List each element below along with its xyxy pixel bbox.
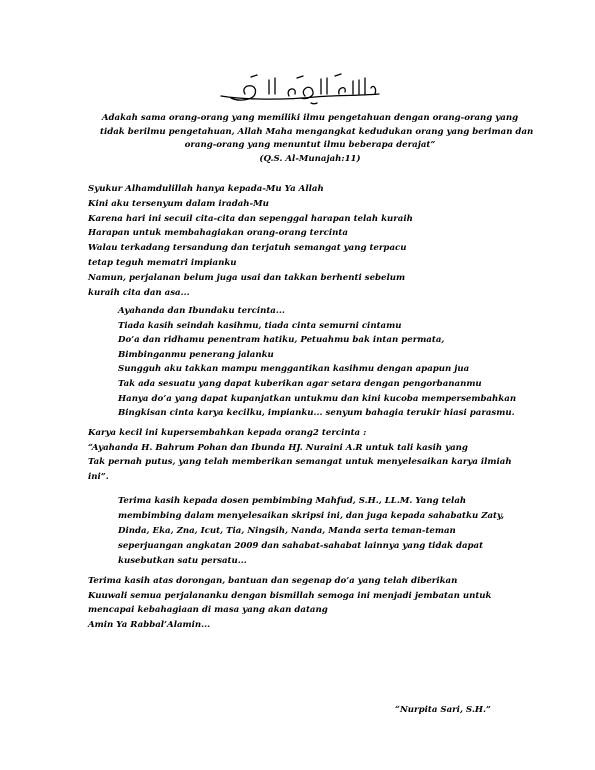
text-line: Karena hari ini secuil cita-cita dan sepenggal harapan telah kuraih [88, 213, 413, 224]
text-line: Hanya do’a yang dapat kupanjatkan untukmu dan kini kucoba mempersembahkan [118, 393, 517, 404]
text-line: Amin Ya Rabbal’Alamin... [88, 619, 211, 630]
dedication-paragraph [88, 426, 528, 484]
text-line: Ayahanda dan Ibundaku tercinta... [118, 306, 285, 316]
thanks-supervisor-paragraph [118, 494, 523, 569]
text-line: Syukur Alhamdulillah hanya kepada-Mu Ya Allah [88, 184, 324, 194]
text-line: tetap teguh mematri impianku [88, 257, 237, 268]
closing-paragraph [88, 574, 528, 632]
gratitude-paragraph [88, 182, 528, 300]
text-line: seperjuangan angkatan 2009 dan sahabat-sahabat lainnya yang tidak dapat [118, 541, 484, 551]
text-line: Bimbinganmu penerang jalanku [118, 349, 274, 360]
quote-source: (Q.S. Al-Munajah:11) [259, 153, 361, 164]
text-line: “Ayahanda H. Bahrum Pohan dan Ibunda HJ. Nuraini A.R untuk tali kasih yang [88, 442, 468, 453]
text-line: mencapai kebahagiaan di masa yang akan datang [88, 605, 328, 616]
text-line: Tak pernah putus, yang telah memberikan semangat untuk menyelesaikan karya ilmiah [88, 457, 512, 468]
parents-paragraph [118, 304, 538, 421]
quote-line: tidak berilmu pengetahuan, Allah Maha mengangkat kedudukan orang yang beriman dan [100, 126, 534, 137]
bismillah-calligraphy [215, 70, 385, 106]
text-line: ini”. [88, 471, 109, 482]
author-signature: “Nurpita Sari, S.H.” [395, 705, 491, 715]
text-line: Kuuwali semua perjalananku dengan bismillah semoga ini menjadi jembatan untuk [88, 590, 492, 601]
text-line: Bingkisan cinta karya kecilku, impianku... senyum bahagia terukir hiasi parasmu. [118, 408, 515, 419]
text-line: Terima kasih atas dorongan, bantuan dan segenap do’a yang telah diberikan [88, 576, 458, 586]
quote-line: Adakah sama orang-orang yang memiliki ilmu pengetahuan dengan orang-orang yang [101, 113, 519, 123]
text-line: kuraih cita dan asa... [88, 287, 190, 298]
text-line: Walau terkadang tersandung dan terjatuh semangat yang terpacu [88, 243, 407, 254]
text-line: Karya kecil ini kupersembahkan kepada orang2 tercinta : [88, 428, 367, 438]
text-line: Kini aku tersenyum dalam iradah-Mu [88, 198, 269, 209]
text-line: Do’a dan ridhamu penentram hatiku, Petuahmu bak intan permata, [118, 335, 445, 346]
text-line: Harapan untuk membahagiakan orang-orang tercinta [88, 228, 348, 239]
text-line: kusebutkan satu persatu... [118, 556, 247, 566]
text-line: Terima kasih kepada dosen pembimbing Mahfud, S.H., LL.M. Yang telah [118, 496, 467, 506]
text-line: Namun, perjalanan belum juga usai dan takkan berhenti sebelum [88, 272, 406, 283]
quote-line: orang-orang yang menuntut ilmu beberapa derajat” [184, 140, 436, 150]
text-line: membimbing dalam menyelesaikan skripsi ini, dan juga kepada sahabatku Zaty, [118, 511, 505, 521]
text-line: Sungguh aku takkan mampu menggantikan kasihmu dengan apapun jua [118, 364, 470, 375]
text-line: Dinda, Eka, Zna, Icut, Tia, Ningsih, Nanda, Manda serta teman-teman [118, 526, 456, 536]
quran-quote [100, 112, 534, 166]
text-line: Tak ada sesuatu yang dapat kuberikan agar setara dengan pengorbananmu [118, 378, 482, 389]
text-line: Tiada kasih seindah kasihmu, tiada cinta semurni cintamu [118, 320, 402, 331]
